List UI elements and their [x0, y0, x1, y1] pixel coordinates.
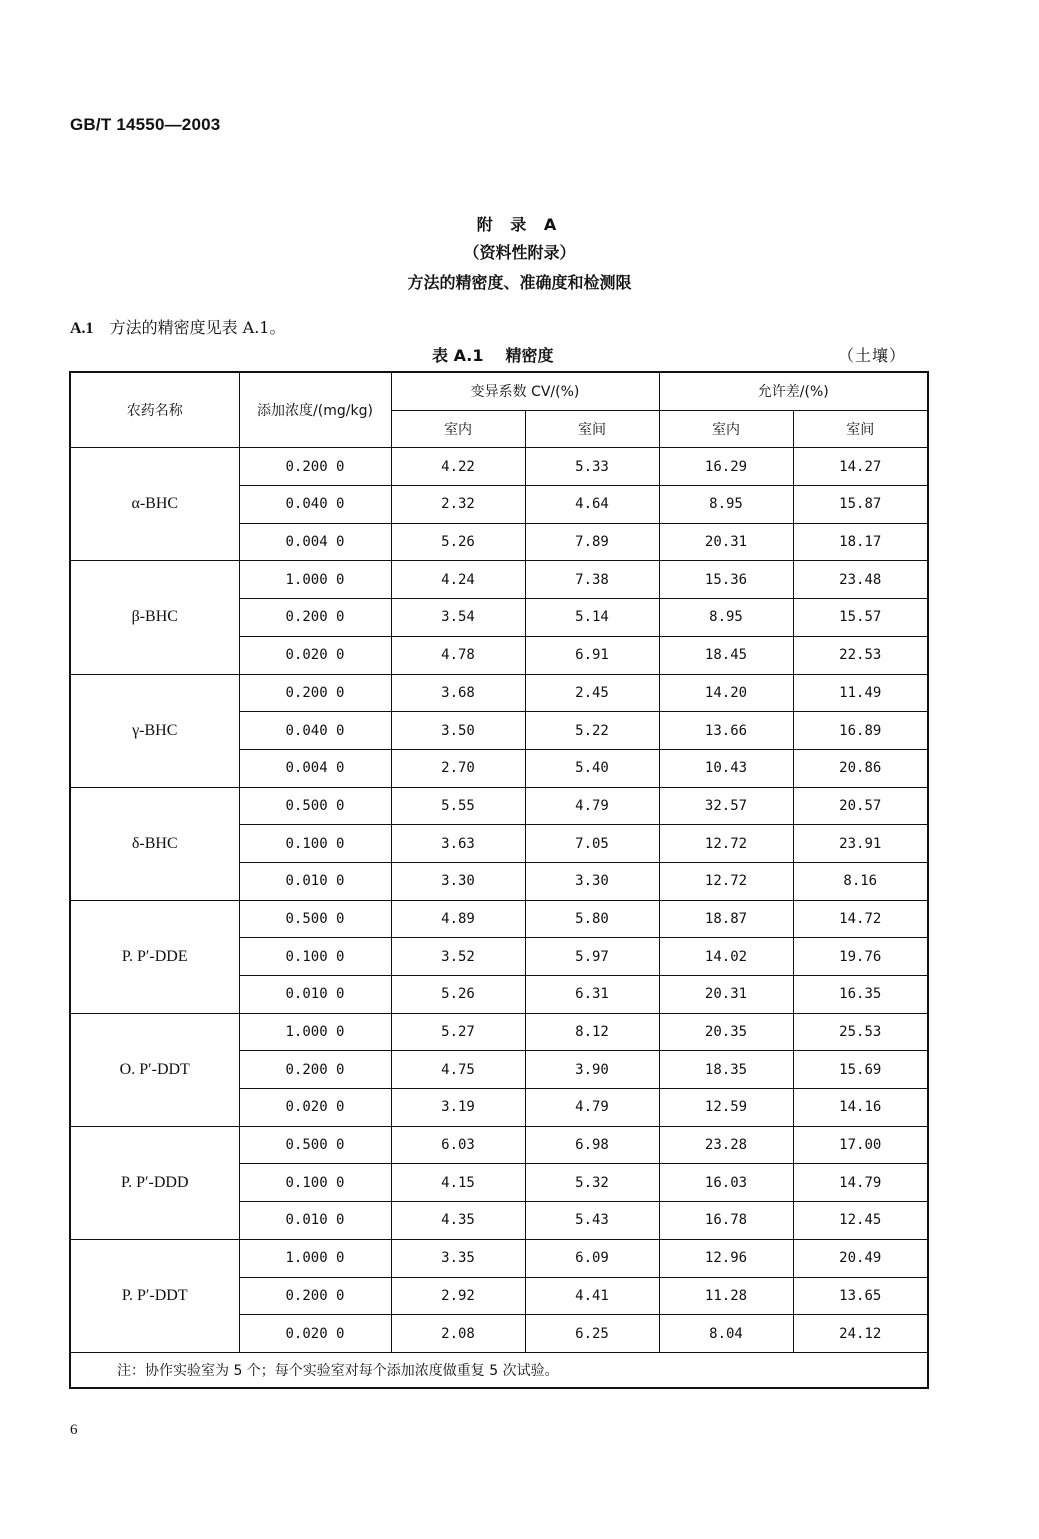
table-row [70, 561, 928, 599]
cell-cv-between-lab: 2.45 [525, 674, 659, 712]
cell-tol-between-lab: 15.87 [793, 486, 928, 524]
table-unit-note: （土壤） [837, 346, 906, 365]
cell-pesticide-name: δ-BHC [70, 787, 239, 900]
cell-concentration: 0.200 0 [239, 1277, 391, 1315]
cell-tol-within-lab: 11.28 [659, 1277, 793, 1315]
cell-concentration: 0.010 0 [239, 976, 391, 1014]
cell-cv-between-lab: 4.79 [525, 1089, 659, 1127]
cell-concentration: 0.500 0 [239, 1126, 391, 1164]
cell-concentration: 0.020 0 [239, 1089, 391, 1127]
cell-concentration: 0.100 0 [239, 938, 391, 976]
cell-tol-between-lab: 11.49 [793, 674, 928, 712]
cell-cv-within-lab: 5.55 [391, 787, 525, 825]
cell-concentration: 1.000 0 [239, 561, 391, 599]
cell-cv-between-lab: 3.90 [525, 1051, 659, 1089]
annex-name: 方法的精密度、准确度和检测限 [407, 273, 632, 292]
precision-table [69, 371, 929, 1389]
cell-cv-between-lab: 6.98 [525, 1126, 659, 1164]
cell-tol-within-lab: 14.20 [659, 674, 793, 712]
cell-tol-between-lab: 16.35 [793, 976, 928, 1014]
cell-tol-within-lab: 8.95 [659, 486, 793, 524]
cell-cv-between-lab: 6.09 [525, 1239, 659, 1277]
cell-tol-between-lab: 20.86 [793, 749, 928, 787]
cell-cv-within-lab: 3.19 [391, 1089, 525, 1127]
cell-pesticide-name: P. P′-DDT [70, 1239, 239, 1352]
table-note: 注：协作实验室为 5 个；每个实验室对每个添加浓度做重复 5 次试验。 [70, 1352, 928, 1388]
cell-tol-between-lab: 17.00 [793, 1126, 928, 1164]
cell-cv-within-lab: 4.35 [391, 1202, 525, 1240]
cell-cv-within-lab: 4.22 [391, 448, 525, 486]
cell-tol-within-lab: 12.72 [659, 825, 793, 863]
cell-tol-between-lab: 14.16 [793, 1089, 928, 1127]
cell-cv-between-lab: 4.41 [525, 1277, 659, 1315]
cell-tol-within-lab: 16.29 [659, 448, 793, 486]
cell-cv-between-lab: 5.43 [525, 1202, 659, 1240]
table-row [70, 787, 928, 825]
cell-concentration: 0.200 0 [239, 599, 391, 637]
cell-tol-between-lab: 15.69 [793, 1051, 928, 1089]
cell-pesticide-name: β-BHC [70, 561, 239, 674]
cell-concentration: 0.004 0 [239, 523, 391, 561]
header-pesticide: 农药名称 [70, 372, 239, 448]
cell-tol-between-lab: 8.16 [793, 862, 928, 900]
table-row [70, 900, 928, 938]
cell-concentration: 0.200 0 [239, 448, 391, 486]
cell-tol-between-lab: 24.12 [793, 1315, 928, 1353]
cell-tol-between-lab: 18.17 [793, 523, 928, 561]
cell-cv-between-lab: 5.80 [525, 900, 659, 938]
cell-concentration: 1.000 0 [239, 1239, 391, 1277]
cell-tol-within-lab: 18.35 [659, 1051, 793, 1089]
cell-tol-within-lab: 16.78 [659, 1202, 793, 1240]
cell-concentration: 0.200 0 [239, 674, 391, 712]
cell-tol-within-lab: 32.57 [659, 787, 793, 825]
standard-code: GB/T 14550—2003 [70, 115, 221, 134]
cell-tol-within-lab: 12.59 [659, 1089, 793, 1127]
cell-tol-within-lab: 20.35 [659, 1013, 793, 1051]
cell-pesticide-name: γ-BHC [70, 674, 239, 787]
cell-cv-between-lab: 8.12 [525, 1013, 659, 1051]
cell-tol-within-lab: 10.43 [659, 749, 793, 787]
table-row [70, 1013, 928, 1051]
cell-cv-within-lab: 5.26 [391, 976, 525, 1014]
cell-cv-between-lab: 5.40 [525, 749, 659, 787]
section-a1 [70, 315, 285, 338]
cell-tol-within-lab: 8.95 [659, 599, 793, 637]
cell-tol-within-lab: 20.31 [659, 976, 793, 1014]
annex-type: （资料性附录） [463, 243, 576, 262]
cell-concentration: 0.004 0 [239, 749, 391, 787]
cell-tol-within-lab: 12.96 [659, 1239, 793, 1277]
cell-cv-between-lab: 5.33 [525, 448, 659, 486]
cell-cv-between-lab: 4.64 [525, 486, 659, 524]
cell-tol-between-lab: 19.76 [793, 938, 928, 976]
cell-concentration: 0.500 0 [239, 900, 391, 938]
table-row [70, 1126, 928, 1164]
cell-cv-within-lab: 2.70 [391, 749, 525, 787]
cell-tol-between-lab: 23.91 [793, 825, 928, 863]
cell-tol-within-lab: 12.72 [659, 862, 793, 900]
cell-concentration: 0.040 0 [239, 712, 391, 750]
table-caption-name: 精密度 [505, 346, 554, 365]
cell-pesticide-name: α-BHC [70, 448, 239, 561]
section-text: 方法的精密度见表 A.1。 [109, 318, 286, 337]
cell-cv-between-lab: 6.91 [525, 636, 659, 674]
cell-tol-between-lab: 13.65 [793, 1277, 928, 1315]
cell-concentration: 0.500 0 [239, 787, 391, 825]
cell-cv-within-lab: 3.50 [391, 712, 525, 750]
cell-cv-within-lab: 3.54 [391, 599, 525, 637]
cell-tol-within-lab: 16.03 [659, 1164, 793, 1202]
cell-cv-between-lab: 4.79 [525, 787, 659, 825]
header-tol-between-lab: 室间 [793, 410, 928, 448]
table-caption-number: 表 A.1 [432, 346, 484, 365]
cell-concentration: 0.010 0 [239, 862, 391, 900]
cell-cv-between-lab: 5.22 [525, 712, 659, 750]
header-cv-within-lab: 室内 [391, 410, 525, 448]
table-row [70, 674, 928, 712]
cell-tol-within-lab: 15.36 [659, 561, 793, 599]
header-tol-within-lab: 室内 [659, 410, 793, 448]
cell-cv-within-lab: 4.24 [391, 561, 525, 599]
cell-tol-between-lab: 20.57 [793, 787, 928, 825]
cell-cv-within-lab: 3.52 [391, 938, 525, 976]
cell-cv-within-lab: 2.32 [391, 486, 525, 524]
cell-tol-between-lab: 23.48 [793, 561, 928, 599]
cell-tol-within-lab: 8.04 [659, 1315, 793, 1353]
cell-tol-between-lab: 14.72 [793, 900, 928, 938]
cell-tol-between-lab: 15.57 [793, 599, 928, 637]
cell-tol-between-lab: 20.49 [793, 1239, 928, 1277]
cell-cv-within-lab: 6.03 [391, 1126, 525, 1164]
header-tolerance-group: 允许差/(%) [659, 372, 928, 410]
cell-cv-between-lab: 6.31 [525, 976, 659, 1014]
cell-pesticide-name: P. P′-DDD [70, 1126, 239, 1239]
cell-cv-between-lab: 7.38 [525, 561, 659, 599]
cell-tol-within-lab: 20.31 [659, 523, 793, 561]
annex-title: 附 录 A [476, 215, 563, 234]
cell-concentration: 0.010 0 [239, 1202, 391, 1240]
header-cv-group: 变异系数 CV/(%) [391, 372, 659, 410]
cell-tol-within-lab: 18.87 [659, 900, 793, 938]
cell-tol-between-lab: 16.89 [793, 712, 928, 750]
cell-cv-within-lab: 4.89 [391, 900, 525, 938]
cell-cv-between-lab: 7.89 [525, 523, 659, 561]
cell-tol-within-lab: 13.66 [659, 712, 793, 750]
cell-concentration: 0.020 0 [239, 1315, 391, 1353]
cell-pesticide-name: O. P′-DDT [70, 1013, 239, 1126]
cell-cv-within-lab: 2.08 [391, 1315, 525, 1353]
cell-tol-within-lab: 14.02 [659, 938, 793, 976]
cell-tol-between-lab: 22.53 [793, 636, 928, 674]
cell-tol-within-lab: 23.28 [659, 1126, 793, 1164]
cell-cv-within-lab: 3.63 [391, 825, 525, 863]
cell-cv-between-lab: 5.32 [525, 1164, 659, 1202]
cell-cv-between-lab: 5.97 [525, 938, 659, 976]
page-number: 6 [70, 1422, 78, 1438]
header-concentration: 添加浓度/(mg/kg) [239, 372, 391, 448]
cell-cv-within-lab: 5.26 [391, 523, 525, 561]
cell-concentration: 0.020 0 [239, 636, 391, 674]
table-row [70, 448, 928, 486]
cell-tol-between-lab: 14.79 [793, 1164, 928, 1202]
cell-tol-within-lab: 18.45 [659, 636, 793, 674]
cell-cv-between-lab: 6.25 [525, 1315, 659, 1353]
header-cv-between-lab: 室间 [525, 410, 659, 448]
cell-concentration: 0.200 0 [239, 1051, 391, 1089]
table-caption [432, 343, 553, 366]
cell-cv-between-lab: 3.30 [525, 862, 659, 900]
cell-tol-between-lab: 25.53 [793, 1013, 928, 1051]
cell-cv-within-lab: 3.30 [391, 862, 525, 900]
cell-concentration: 1.000 0 [239, 1013, 391, 1051]
cell-tol-between-lab: 14.27 [793, 448, 928, 486]
cell-cv-within-lab: 4.15 [391, 1164, 525, 1202]
cell-cv-within-lab: 4.75 [391, 1051, 525, 1089]
table-row [70, 1239, 928, 1277]
cell-concentration: 0.100 0 [239, 825, 391, 863]
cell-cv-between-lab: 5.14 [525, 599, 659, 637]
section-number: A.1 [70, 320, 94, 337]
cell-cv-within-lab: 2.92 [391, 1277, 525, 1315]
cell-cv-within-lab: 3.68 [391, 674, 525, 712]
cell-concentration: 0.100 0 [239, 1164, 391, 1202]
cell-tol-between-lab: 12.45 [793, 1202, 928, 1240]
cell-cv-within-lab: 3.35 [391, 1239, 525, 1277]
cell-cv-between-lab: 7.05 [525, 825, 659, 863]
cell-cv-within-lab: 4.78 [391, 636, 525, 674]
cell-pesticide-name: P. P′-DDE [70, 900, 239, 1013]
cell-concentration: 0.040 0 [239, 486, 391, 524]
table-body [70, 448, 928, 1353]
cell-cv-within-lab: 5.27 [391, 1013, 525, 1051]
